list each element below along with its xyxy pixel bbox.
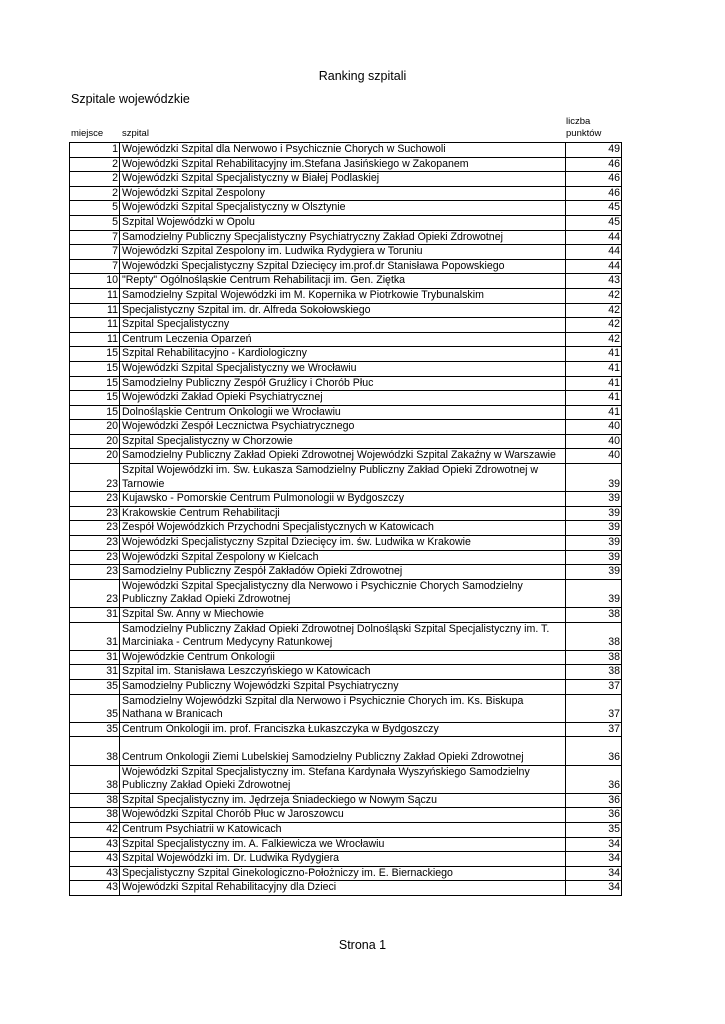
row-hospital-name: Wojewódzki Szpital Specjalistyczny dla Nerwowo i Psychicznie Chorych Samodzielny Publiczny Zakład Opieki Zdrowotnej <box>120 579 566 607</box>
row-points: 41 <box>566 376 622 391</box>
table-row <box>70 347 622 362</box>
row-place: 23 <box>70 565 120 580</box>
table-row <box>70 866 622 881</box>
row-place: 2 <box>70 172 120 187</box>
table-row <box>70 215 622 230</box>
row-points: 44 <box>566 259 622 274</box>
row-hospital-name: Wojewódzki Szpital Rehabilitacyjny dla Dzieci <box>120 881 566 896</box>
row-hospital-name: Wojewódzki Szpital Zespolony <box>120 186 566 201</box>
row-points: 46 <box>566 186 622 201</box>
row-hospital-name: Wojewódzki Szpital dla Nerwowo i Psychicznie Chorych w Suchowoli <box>120 143 566 158</box>
row-place: 7 <box>70 259 120 274</box>
row-place: 23 <box>70 492 120 507</box>
row-place: 35 <box>70 722 120 737</box>
row-place: 23 <box>70 521 120 536</box>
table-row <box>70 157 622 172</box>
row-points: 43 <box>566 274 622 289</box>
section-subtitle: Szpitale wojewódzkie <box>71 92 190 106</box>
row-hospital-name: Krakowskie Centrum Rehabilitacji <box>120 506 566 521</box>
row-place: 35 <box>70 679 120 694</box>
table-row <box>70 332 622 347</box>
page-footer: Strona 1 <box>338 938 387 952</box>
row-points: 36 <box>566 808 622 823</box>
row-hospital-name: Szpital Wojewódzki w Opolu <box>120 215 566 230</box>
row-points: 39 <box>566 579 622 607</box>
row-place: 23 <box>70 579 120 607</box>
row-points: 39 <box>566 506 622 521</box>
row-place: 11 <box>70 332 120 347</box>
table-row <box>70 318 622 333</box>
table-row <box>70 230 622 245</box>
row-place: 23 <box>70 550 120 565</box>
table-row <box>70 793 622 808</box>
column-header-points <box>566 116 601 140</box>
table-row <box>70 822 622 837</box>
row-hospital-name: Samodzielny Publiczny Specjalistyczny Psychiatryczny Zakład Opieki Zdrowotnej <box>120 230 566 245</box>
table-row <box>70 608 622 623</box>
row-place: 42 <box>70 822 120 837</box>
row-hospital-name: Wojewódzki Szpital Zespolony w Kielcach <box>120 550 566 565</box>
row-hospital-name: Specjalistyczny Szpital Ginekologiczno-Położniczy im. E. Biernackiego <box>120 866 566 881</box>
row-points: 39 <box>566 464 622 492</box>
row-place: 10 <box>70 274 120 289</box>
column-header-points-line2: punktów <box>566 128 602 139</box>
row-hospital-name: Dolnośląskie Centrum Onkologii we Wrocławiu <box>120 405 566 420</box>
row-points: 41 <box>566 347 622 362</box>
row-hospital-name: Centrum Leczenia Oparzeń <box>120 332 566 347</box>
table-row <box>70 550 622 565</box>
row-points: 37 <box>566 722 622 737</box>
table-row <box>70 405 622 420</box>
table-row <box>70 737 622 765</box>
row-place: 11 <box>70 318 120 333</box>
row-hospital-name: Specjalistyczny Szpital im. dr. Alfreda Sokołowskiego <box>120 303 566 318</box>
row-hospital-name: Wojewódzki Szpital Chorób Płuc w Jaroszowcu <box>120 808 566 823</box>
row-points: 40 <box>566 449 622 464</box>
row-place: 43 <box>70 837 120 852</box>
row-points: 34 <box>566 837 622 852</box>
table-row <box>70 420 622 435</box>
row-place: 7 <box>70 245 120 260</box>
row-hospital-name: Wojewódzki Szpital Rehabilitacyjny im.Stefana Jasińskiego w Zakopanem <box>120 157 566 172</box>
table-row <box>70 274 622 289</box>
column-header-hospital: szpital <box>122 128 149 139</box>
table-row <box>70 259 622 274</box>
row-points: 34 <box>566 881 622 896</box>
table-row <box>70 679 622 694</box>
row-hospital-name: Wojewódzki Szpital Specjalistyczny w Olsztynie <box>120 201 566 216</box>
row-points: 38 <box>566 608 622 623</box>
table-row <box>70 288 622 303</box>
row-hospital-name: Szpital Specjalistyczny im. A. Falkiewicza we Wrocławiu <box>120 837 566 852</box>
row-points: 42 <box>566 318 622 333</box>
row-hospital-name: Wojewódzkie Centrum Onkologii <box>120 650 566 665</box>
table-row <box>70 536 622 551</box>
row-place: 38 <box>70 808 120 823</box>
row-points: 34 <box>566 866 622 881</box>
row-hospital-name: Samodzielny Publiczny Zakład Opieki Zdrowotnej Wojewódzki Szpital Zakaźny w Warszawie <box>120 449 566 464</box>
table-row <box>70 172 622 187</box>
table-row <box>70 143 622 158</box>
row-points: 37 <box>566 694 622 722</box>
row-hospital-name: Kujawsko - Pomorskie Centrum Pulmonologii w Bydgoszczy <box>120 492 566 507</box>
row-points: 46 <box>566 157 622 172</box>
table-row <box>70 881 622 896</box>
row-points: 35 <box>566 822 622 837</box>
table-row <box>70 694 622 722</box>
row-place: 43 <box>70 881 120 896</box>
row-points: 36 <box>566 793 622 808</box>
table-row <box>70 201 622 216</box>
row-place: 23 <box>70 536 120 551</box>
row-place: 20 <box>70 449 120 464</box>
row-place: 15 <box>70 376 120 391</box>
column-header-points-line1: liczba <box>566 116 591 127</box>
row-hospital-name: Samodzielny Publiczny Zakład Opieki Zdrowotnej Dolnośląski Szpital Specjalistyczny im. T. Marciniaka - Centrum Medycyny Ratunkowej <box>120 622 566 650</box>
table-row <box>70 361 622 376</box>
row-place: 31 <box>70 608 120 623</box>
table-row <box>70 852 622 867</box>
row-place: 38 <box>70 765 120 793</box>
table-row <box>70 765 622 793</box>
row-place: 1 <box>70 143 120 158</box>
row-points: 42 <box>566 288 622 303</box>
row-hospital-name: Szpital Rehabilitacyjno - Kardiologiczny <box>120 347 566 362</box>
row-hospital-name: Centrum Onkologii Ziemi Lubelskiej Samodzielny Publiczny Zakład Opieki Zdrowotnej <box>120 737 566 765</box>
row-points: 41 <box>566 361 622 376</box>
row-points: 49 <box>566 143 622 158</box>
row-hospital-name: Zespół Wojewódzkich Przychodni Specjalistycznych w Katowicach <box>120 521 566 536</box>
row-hospital-name: Wojewódzki Szpital Specjalistyczny we Wrocławiu <box>120 361 566 376</box>
row-place: 11 <box>70 288 120 303</box>
table-row <box>70 808 622 823</box>
row-hospital-name: Centrum Onkologii im. prof. Franciszka Łukaszczyka w Bydgoszczy <box>120 722 566 737</box>
row-place: 43 <box>70 866 120 881</box>
row-points: 39 <box>566 492 622 507</box>
row-place: 35 <box>70 694 120 722</box>
column-header-place: miejsce <box>71 128 104 139</box>
row-hospital-name: Szpital im. Stanisława Leszczyńskiego w Katowicach <box>120 665 566 680</box>
ranking-table <box>69 142 622 896</box>
row-points: 45 <box>566 215 622 230</box>
row-points: 34 <box>566 852 622 867</box>
row-hospital-name: Szpital Św. Anny w Miechowie <box>120 608 566 623</box>
row-hospital-name: Samodzielny Publiczny Zespół Gruźlicy i Chorób Płuc <box>120 376 566 391</box>
row-hospital-name: Wojewódzki Szpital Zespolony im. Ludwika Rydygiera w Toruniu <box>120 245 566 260</box>
table-row <box>70 464 622 492</box>
row-hospital-name: Wojewódzki Zespół Lecznictwa Psychiatrycznego <box>120 420 566 435</box>
table-row <box>70 492 622 507</box>
row-hospital-name: Wojewódzki Specjalistyczny Szpital Dziecięcy im. św. Ludwika w Krakowie <box>120 536 566 551</box>
row-hospital-name: Samodzielny Publiczny Wojewódzki Szpital Psychiatryczny <box>120 679 566 694</box>
page-title: Ranking szpitali <box>318 69 407 83</box>
row-points: 36 <box>566 737 622 765</box>
row-place: 23 <box>70 464 120 492</box>
row-hospital-name: Wojewódzki Szpital Specjalistyczny w Białej Podlaskiej <box>120 172 566 187</box>
row-hospital-name: Samodzielny Szpital Wojewódzki im M. Kopernika w Piotrkowie Trybunalskim <box>120 288 566 303</box>
row-hospital-name: Wojewódzki Specjalistyczny Szpital Dziecięcy im.prof.dr Stanisława Popowskiego <box>120 259 566 274</box>
row-points: 46 <box>566 172 622 187</box>
row-hospital-name: Samodzielny Publiczny Zespół Zakładów Opieki Zdrowotnej <box>120 565 566 580</box>
row-hospital-name: Samodzielny Wojewódzki Szpital dla Nerwowo i Psychicznie Chorych im. Ks. Biskupa Nathana w Branicach <box>120 694 566 722</box>
row-place: 15 <box>70 347 120 362</box>
table-row <box>70 665 622 680</box>
row-place: 15 <box>70 391 120 406</box>
table-row <box>70 434 622 449</box>
row-place: 38 <box>70 737 120 765</box>
row-place: 20 <box>70 420 120 435</box>
row-points: 45 <box>566 201 622 216</box>
row-points: 38 <box>566 622 622 650</box>
row-place: 20 <box>70 434 120 449</box>
row-points: 38 <box>566 650 622 665</box>
row-points: 42 <box>566 303 622 318</box>
table-row <box>70 622 622 650</box>
table-row <box>70 521 622 536</box>
row-hospital-name: Szpital Specjalistyczny <box>120 318 566 333</box>
row-place: 38 <box>70 793 120 808</box>
row-place: 15 <box>70 405 120 420</box>
row-points: 38 <box>566 665 622 680</box>
table-row <box>70 565 622 580</box>
row-points: 36 <box>566 765 622 793</box>
row-points: 40 <box>566 420 622 435</box>
row-place: 43 <box>70 852 120 867</box>
table-row <box>70 245 622 260</box>
row-points: 42 <box>566 332 622 347</box>
row-hospital-name: "Repty" Ogólnośląskie Centrum Rehabilitacji im. Gen. Ziętka <box>120 274 566 289</box>
row-points: 39 <box>566 536 622 551</box>
table-row <box>70 376 622 391</box>
row-points: 39 <box>566 565 622 580</box>
row-place: 5 <box>70 215 120 230</box>
table-row <box>70 722 622 737</box>
row-place: 23 <box>70 506 120 521</box>
row-hospital-name: Wojewódzki Zakład Opieki Psychiatrycznej <box>120 391 566 406</box>
row-points: 39 <box>566 550 622 565</box>
table-row <box>70 449 622 464</box>
row-place: 31 <box>70 665 120 680</box>
table-row <box>70 506 622 521</box>
row-place: 5 <box>70 201 120 216</box>
row-place: 31 <box>70 622 120 650</box>
row-hospital-name: Wojewódzki Szpital Specjalistyczny im. Stefana Kardynała Wyszyńskiego Samodzielny Publiczny Zakład Opieki Zdrowotnej <box>120 765 566 793</box>
row-place: 2 <box>70 186 120 201</box>
table-row <box>70 391 622 406</box>
row-points: 37 <box>566 679 622 694</box>
row-hospital-name: Szpital Wojewódzki im. Dr. Ludwika Rydygiera <box>120 852 566 867</box>
row-place: 11 <box>70 303 120 318</box>
row-hospital-name: Szpital Specjalistyczny im. Jędrzeja Śniadeckiego w Nowym Sączu <box>120 793 566 808</box>
row-points: 44 <box>566 230 622 245</box>
table-row <box>70 579 622 607</box>
row-place: 7 <box>70 230 120 245</box>
row-points: 39 <box>566 521 622 536</box>
row-hospital-name: Centrum Psychiatrii w Katowicach <box>120 822 566 837</box>
table-row <box>70 650 622 665</box>
row-place: 2 <box>70 157 120 172</box>
row-place: 15 <box>70 361 120 376</box>
table-row <box>70 186 622 201</box>
row-points: 40 <box>566 434 622 449</box>
table-row <box>70 837 622 852</box>
row-place: 31 <box>70 650 120 665</box>
row-hospital-name: Szpital Wojewódzki im. Św. Łukasza Samodzielny Publiczny Zakład Opieki Zdrowotnej w Tarnowie <box>120 464 566 492</box>
row-points: 44 <box>566 245 622 260</box>
table-row <box>70 303 622 318</box>
row-points: 41 <box>566 405 622 420</box>
row-hospital-name: Szpital Specjalistyczny w Chorzowie <box>120 434 566 449</box>
row-points: 41 <box>566 391 622 406</box>
ranking-table-body <box>70 143 622 896</box>
